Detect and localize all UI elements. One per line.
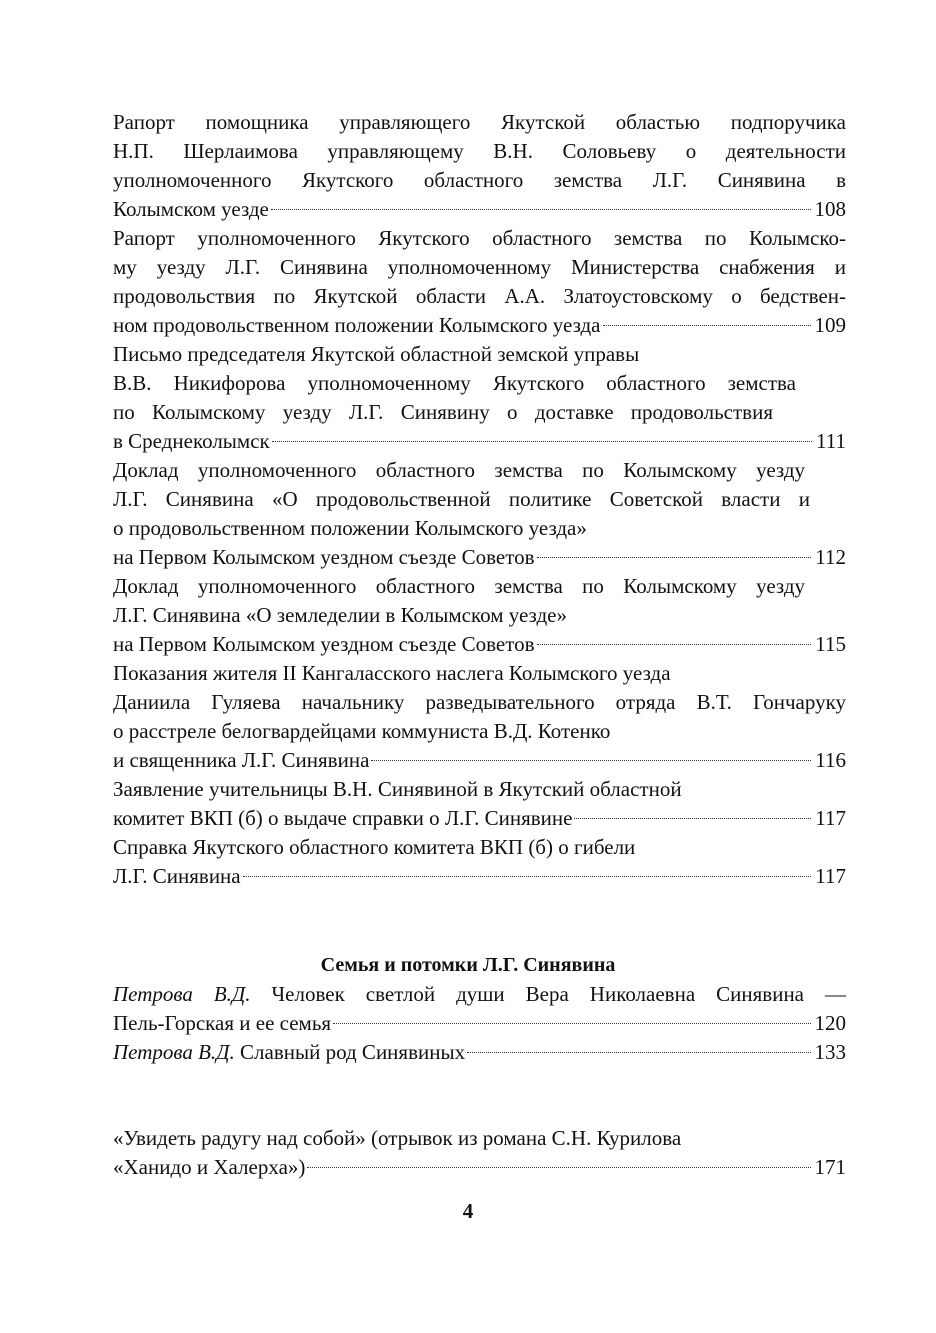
toc-entry[interactable] [113,224,846,340]
dot-leader [371,759,811,761]
toc-line: Доклад уполномоченного областного земства по Колымскому уезду [113,574,805,598]
toc-entry[interactable] [113,1038,846,1067]
toc-entry[interactable] [113,456,846,572]
toc-page-number: 117 [815,864,846,888]
toc-line: по Колымскому уезду Л.Г. Синявину о доставке продовольствия [113,400,773,424]
toc-entry[interactable] [113,340,846,456]
toc-line: Л.Г. Синявина «О продовольственной политике Советской власти и [113,487,810,511]
toc-line [113,980,846,1009]
toc-line: о продовольственном положении Колымского уезда» [113,516,587,540]
toc-entry[interactable] [113,572,846,659]
dot-leader [272,440,812,442]
toc-page-number: 115 [815,632,846,656]
toc-line: на Первом Колымском уездном съезде Советов [113,545,535,569]
toc-page-number: 120 [814,1011,846,1035]
entry-title: Славный род Синявиных [234,1040,466,1064]
dot-leader [333,1022,810,1024]
toc-line: и священника Л.Г. Синявина [113,748,370,772]
section-toc-list [113,980,846,1067]
toc-entry[interactable] [113,775,846,833]
toc-line: комитет ВКП (б) о выдаче справки о Л.Г. Синявине [113,806,573,830]
toc-line: Пель-Горская и ее семья [113,1011,332,1035]
dot-leader [574,817,811,819]
page-number: 4 [462,1199,474,1223]
toc-entry[interactable] [113,980,846,1038]
toc-entry[interactable] [113,659,846,775]
toc-line: Л.Г. Синявина [113,864,241,888]
toc-line: на Первом Колымском уездном съезде Советов [113,632,535,656]
toc-line: о расстреле белогвардейцами коммуниста В.Д. Котенко [113,719,611,743]
toc-line: продовольствия по Якутской области А.А. Златоустовскому о бедствен- [113,284,846,308]
toc-page-number: 117 [815,806,846,830]
toc-page-number: 112 [815,545,846,569]
toc-line: Письмо председателя Якутской областной земской управы [113,342,640,366]
toc-line: уполномоченного Якутского областного земства Л.Г. Синявина в [113,168,846,192]
toc-page-number: 171 [814,1155,846,1179]
toc-line: ном продовольственном положении Колымского уезда [113,313,601,337]
dot-leader [467,1051,810,1053]
toc-list [113,108,846,891]
toc-page-number: 109 [814,313,846,337]
toc-page-number: 133 [814,1040,846,1064]
toc-entry[interactable] [113,833,846,891]
toc-page-number: 116 [815,748,846,772]
section-heading: Семья и потомки Л.Г. Синявина [320,954,616,976]
toc-line: «Ханидо и Халерха») [113,1155,306,1179]
toc-line: Справка Якутского областного комитета ВКП (б) о гибели [113,835,636,859]
entry-author: Петрова В.Д. [113,1040,235,1064]
dot-leader [271,208,811,210]
toc-line: Показания жителя II Кангаласского наслега Колымского уезда [113,661,671,685]
entry-title: Человек светлой души Вера Николаевна Синявина — [250,982,846,1006]
toc-line: Рапорт уполномоченного Якутского областного земства по Колымско- [113,226,846,250]
toc-line: Даниила Гуляева начальнику разведывательного отряда В.Т. Гончаруку [113,690,846,714]
toc-page-number: 108 [814,197,846,221]
toc-line: в Среднеколымск [113,429,270,453]
dot-leader [307,1166,810,1168]
dot-leader [243,875,812,877]
toc-line: Доклад уполномоченного областного земства по Колымскому уезду [113,458,805,482]
toc-line: му уезду Л.Г. Синявина уполномоченному Министерства снабжения и [113,255,846,279]
dot-leader [537,556,812,558]
toc-entry[interactable] [113,108,846,224]
toc-line: Л.Г. Синявина «О земледелии в Колымском уезде» [113,603,567,627]
dot-leader [537,643,812,645]
toc-line: Колымском уезде [113,197,269,221]
entry-author: Петрова В.Д. [113,982,251,1006]
dot-leader [603,324,811,326]
toc-line: Н.П. Шерлаимова управляющему В.Н. Соловьеву о деятельности [113,139,846,163]
toc-line: Заявление учительницы В.Н. Синявиной в Якутский областной [113,777,682,801]
toc-page-number: 111 [816,429,846,453]
toc-line: Рапорт помощника управляющего Якутской областью подпоручика [113,110,846,134]
toc-entry[interactable] [113,1124,846,1182]
toc-line: В.В. Никифорова уполномоченному Якутского областного земства [113,371,796,395]
excerpt-toc-list [113,1124,846,1182]
toc-line: «Увидеть радугу над собой» (отрывок из романа С.Н. Курилова [113,1126,682,1150]
